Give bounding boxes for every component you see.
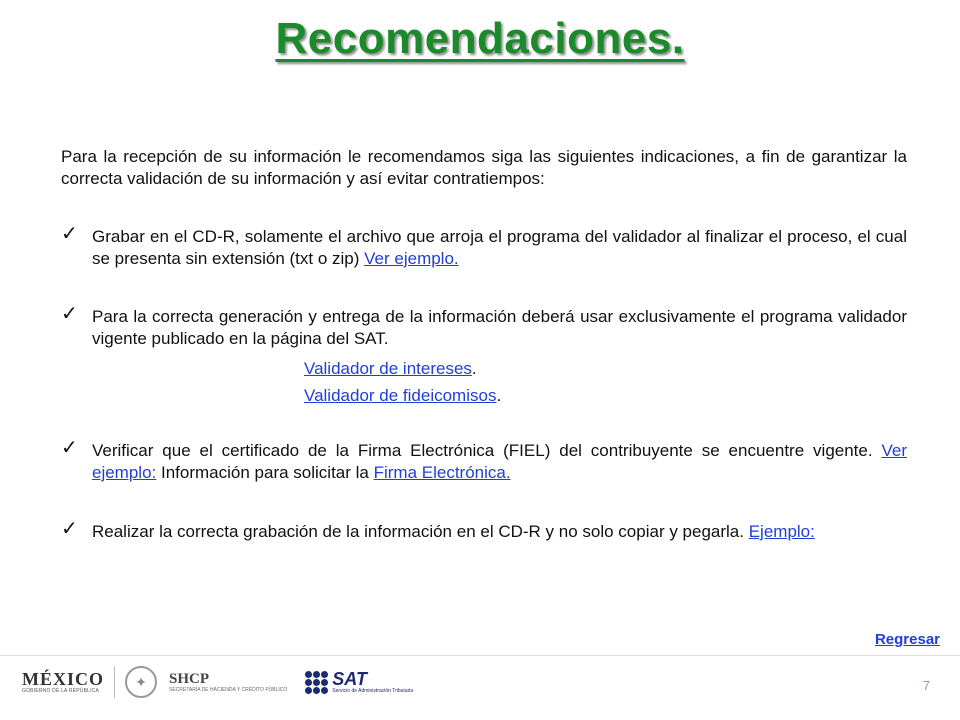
page-title: Recomendaciones. <box>275 14 685 63</box>
shcp-logo-text: SHCP <box>169 671 210 687</box>
bullet-text <box>92 521 907 543</box>
page-number: 7 <box>922 678 930 693</box>
bullet-3-text: Verificar que el certificado de la Firma Electrónica (FIEL) del contribuyente se encuentre vigente. <box>92 441 882 460</box>
mexico-logo-text: MÉXICO <box>22 669 104 689</box>
intro-paragraph: Para la recepción de su información le recomendamos siga las siguientes indicaciones, a fin de garantizar la correcta validación de su información y así evitar contratiempos: <box>61 147 907 188</box>
list-item <box>61 437 907 484</box>
shcp-logo-subtext: SECRETARÍA DE HACIENDA Y CRÉDITO PÚBLICO <box>169 687 288 693</box>
check-mark-icon: ✓ <box>61 518 78 540</box>
bullet-text <box>92 226 907 270</box>
ejemplo-link[interactable]: Ejemplo: <box>748 522 815 541</box>
shcp-logo <box>169 671 287 693</box>
link-suffix: . <box>471 359 477 378</box>
regresar-link[interactable]: Regresar <box>874 631 940 648</box>
check-mark-icon: ✓ <box>61 437 78 459</box>
logo-separator <box>114 666 115 698</box>
ver-ejemplo-link[interactable]: Ver ejemplo. <box>364 249 459 268</box>
sat-logo-text: SAT <box>332 669 367 689</box>
link-suffix: . <box>496 386 502 405</box>
footer-logos <box>22 662 413 702</box>
list-item <box>61 518 907 543</box>
list-item <box>61 223 907 270</box>
sat-logo <box>305 670 413 694</box>
bullet-1-text: Grabar en el CD-R, solamente el archivo que arroja el programa del validador al finalizar el proceso, el cual se presenta sin extensión (txt o zip) <box>92 227 907 268</box>
eagle-seal-icon: ✦ <box>125 666 157 698</box>
check-mark-icon: ✓ <box>61 303 78 325</box>
title-container <box>0 14 960 64</box>
validator-intereses-line <box>304 358 477 380</box>
bullet-4-text: Realizar la correcta grabación de la información en el CD-R y no solo copiar y pegarla. <box>92 522 749 541</box>
sat-dots-icon <box>305 671 328 694</box>
footer-divider <box>0 655 960 656</box>
ver-ejemplo-fiel-link[interactable]: Ver ejemplo: <box>92 441 907 482</box>
validador-intereses-link[interactable]: Validador de intereses <box>304 359 472 378</box>
bullet-3-middle-text: Información para solicitar la <box>156 463 374 482</box>
bullet-2-text: Para la correcta generación y entrega de la información deberá usar exclusivamente el programa validador vigente publicado en la página del SAT. <box>92 307 907 348</box>
sat-logo-subtext: Servicio de Administración Tributaria <box>332 688 414 694</box>
check-mark-icon: ✓ <box>61 223 78 245</box>
mexico-logo <box>22 670 104 694</box>
mexico-logo-subtext: GOBIERNO DE LA REPÚBLICA <box>22 688 100 694</box>
validador-fideicomisos-link[interactable]: Validador de fideicomisos <box>304 386 497 405</box>
firma-electronica-link[interactable]: Firma Electrónica. <box>373 463 511 482</box>
bullet-text <box>92 440 907 484</box>
validator-fideicomisos-line <box>304 385 501 407</box>
list-item <box>61 303 907 350</box>
